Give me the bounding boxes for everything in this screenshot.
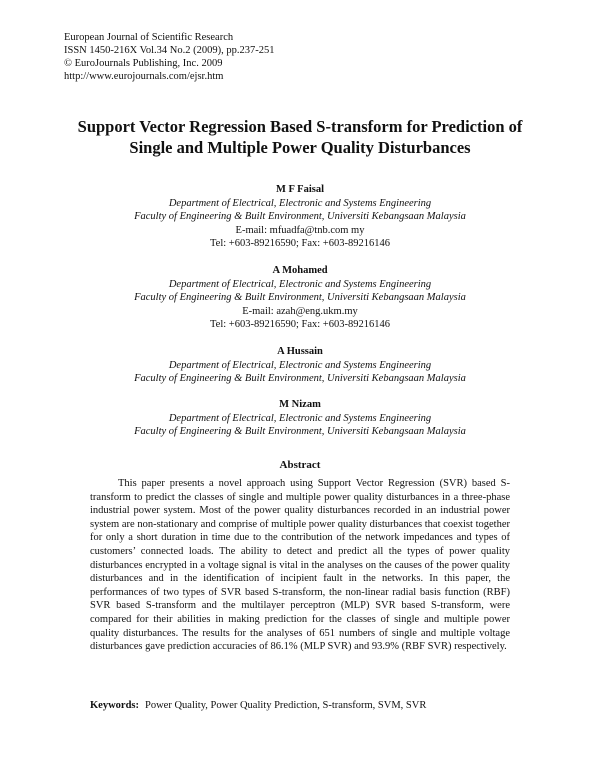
author-faculty: Faculty of Engineering & Built Environment, Universiti Kebangsaan Malaysia	[134, 426, 466, 437]
author-dept: Department of Electrical, Electronic and Systems Engineering	[168, 359, 432, 371]
author-dept: Department of Electrical, Electronic and Systems Engineering	[168, 197, 432, 209]
author-block	[60, 398, 540, 439]
keywords-text: Power Quality, Power Quality Prediction, S-transform, SVM, SVR	[145, 700, 427, 711]
title-line-1: Support Vector Regression Based S-transform for Prediction of	[77, 117, 523, 136]
author-dept: Department of Electrical, Electronic and Systems Engineering	[168, 412, 432, 424]
author-name: A Mohamed	[272, 265, 328, 276]
author-block	[60, 264, 540, 332]
title-line-2: Single and Multiple Power Quality Disturbances	[129, 138, 471, 157]
author-faculty: Faculty of Engineering & Built Environment, Universiti Kebangsaan Malaysia	[134, 373, 466, 384]
author-name: M Nizam	[279, 399, 321, 410]
journal-issn: ISSN 1450-216X Vol.34 No.2 (2009), pp.237-251	[64, 45, 275, 56]
abstract-text: This paper presents a novel approach using Support Vector Regression (SVR) based S-transform to predict the classes of single and multiple power quality disturbances in a three-phase industrial power system. Most of the power quality disturbances recorded in an industrial power system are non-stationary and comprise of multiple power quality disturbances that coexist together for only a short duration in time due to the contribution of the network impedances and types of customers’ connected loads. The ability to detect and predict all the types of power quality disturbances encrypted in a voltage signal is vital in the analyses on the causes of the power quality disturbances and in the identification of incipient fault in the networks. In this paper, the performances of two types of SVR based S-transform, the non-linear radial basis function (RBF) SVR based S-transform and the multilayer perceptron (MLP) SVR based S-transform, were compared for their abilities in making prediction for the classes of single and multiple power quality disturbances. The results for the analyses of 651 numbers of single and multiple voltage disturbances gave prediction accuracies of 86.1% (MLP SVR) and 93.9% (RBF SVR) respectively.	[90, 478, 510, 653]
author-name: A Hussain	[277, 346, 323, 357]
journal-url[interactable]: http://www.eurojournals.com/ejsr.htm	[64, 71, 224, 82]
author-name: M F Faisal	[275, 184, 325, 195]
author-block	[60, 183, 540, 251]
journal-header	[64, 31, 275, 83]
author-tel: Tel: +603-89216590; Fax: +603-89216146	[210, 238, 390, 249]
author-faculty: Faculty of Engineering & Built Environment, Universiti Kebangsaan Malaysia	[134, 211, 466, 222]
abstract-heading: Abstract	[279, 459, 321, 471]
author-email[interactable]: E-mail: azah@eng.ukm.my	[242, 305, 358, 317]
keywords-label: Keywords:	[90, 700, 139, 711]
keywords-line	[90, 700, 426, 711]
author-block	[60, 345, 540, 386]
author-tel: Tel: +603-89216590; Fax: +603-89216146	[210, 319, 390, 330]
journal-copyright: © EuroJournals Publishing, Inc. 2009	[64, 58, 223, 69]
author-dept: Department of Electrical, Electronic and Systems Engineering	[168, 278, 432, 290]
author-email[interactable]: E-mail: mfuadfa@tnb.com my	[235, 224, 365, 236]
paper-title	[40, 116, 560, 158]
author-faculty: Faculty of Engineering & Built Environment, Universiti Kebangsaan Malaysia	[134, 292, 466, 303]
journal-name: European Journal of Scientific Research	[64, 32, 234, 43]
